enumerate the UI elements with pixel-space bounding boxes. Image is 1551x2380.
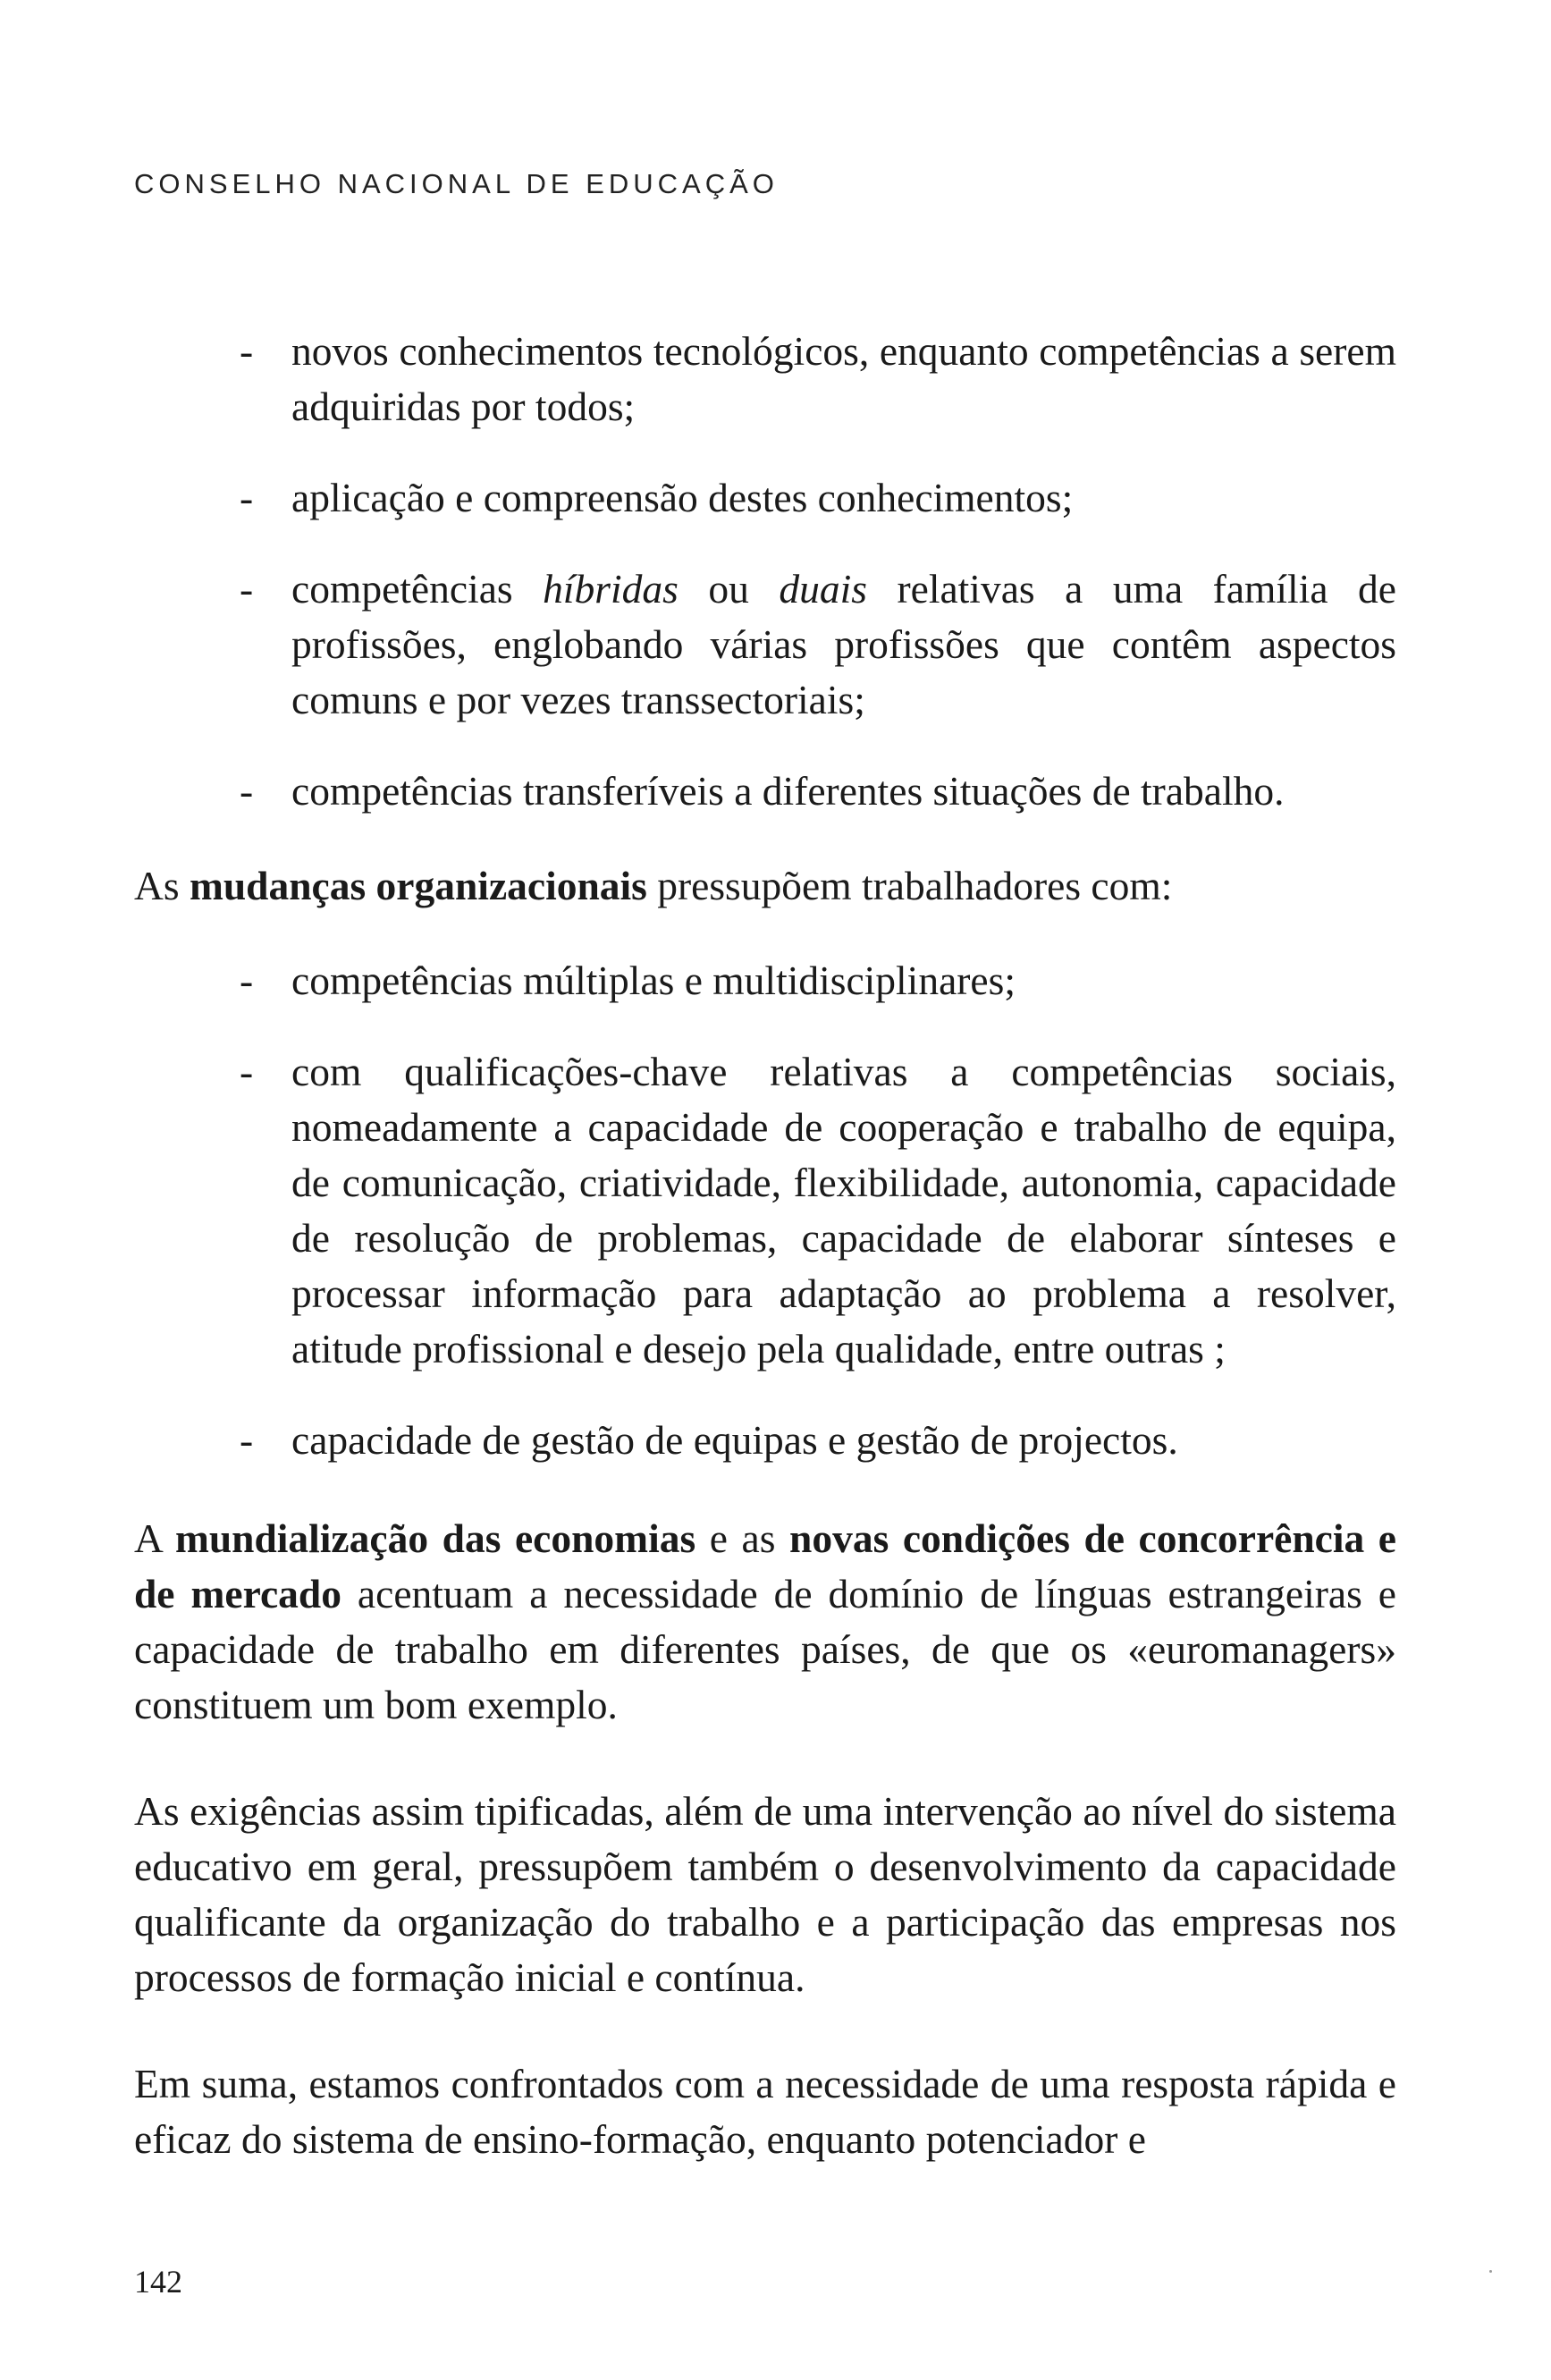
list-item: - novos conhecimentos tecnológicos, enquanto competências a serem adquiridas por todos; [134,324,1396,435]
list-item [134,561,1396,728]
text-run: ou [678,566,780,612]
bullet-list-worker-skills [134,953,1396,1468]
italic-term: híbridas [543,566,679,612]
scan-speck [1489,2270,1492,2273]
list-item: - aplicação e compreensão destes conhecimentos; [134,470,1396,526]
bullet-list-competencies [134,324,1396,819]
page-body [134,324,1396,2167]
text-run: acentuam a necessidade de domínio de línguas estrangeiras e capacidade de trabalho em diferentes países, de que os «euromanagers» constituem um bom exemplo. [134,1571,1396,1727]
list-item: - capacidade de gestão de equipas e gestão de projectos. [134,1413,1396,1468]
text-run: competências [291,566,544,612]
list-item: - competências transferíveis a diferentes situações de trabalho. [134,764,1396,819]
list-item: - com qualificações-chave relativas a competências sociais, nomeadamente a capacidade de cooperação e trabalho de equipa, de comunicação, criatividade, flexibilidade, autonomia, capacidade de resolução de problemas, capacidade de elaborar sínteses e processar informação para adaptação ao problema a resolver, atitude profissional e desejo pela qualidade, entre outras ; [134,1044,1396,1377]
bold-term: mudanças organizacionais [189,863,647,908]
bold-term: mundialização das economias [174,1515,696,1561]
text-run: A [134,1515,175,1561]
text-run: pressupõem trabalhadores com: [646,863,1173,908]
paragraph-globalization [134,1511,1396,1733]
bold-term: novas condições de concorrência e de mercado [134,1515,1396,1616]
text-run: relativas a uma família de profissões, englobando várias profissões que contêm aspectos comuns e por vezes transsectoriais; [291,566,1396,722]
italic-term: duais [779,566,867,612]
text-run: As [134,863,190,908]
paragraph-organizational-changes [134,858,1396,914]
page-number: 142 [134,2264,182,2300]
list-item: - competências múltiplas e multidisciplinares; [134,953,1396,1009]
paragraph-summary: Em suma, estamos confrontados com a necessidade de uma resposta rápida e eficaz do sistema de ensino-formação, enquanto potenciador e [134,2061,1396,2162]
running-head: CONSELHO NACIONAL DE EDUCAÇÃO [134,168,779,199]
text-run: e as [695,1515,790,1561]
paragraph-requirements: As exigências assim tipificadas, além de uma intervenção ao nível do sistema educativo em geral, pressupõem também o desenvolvimento da capacidade qualificante da organização do trabalho e a participação das empresas nos processos de formação inicial e contínua. [134,1788,1396,2000]
